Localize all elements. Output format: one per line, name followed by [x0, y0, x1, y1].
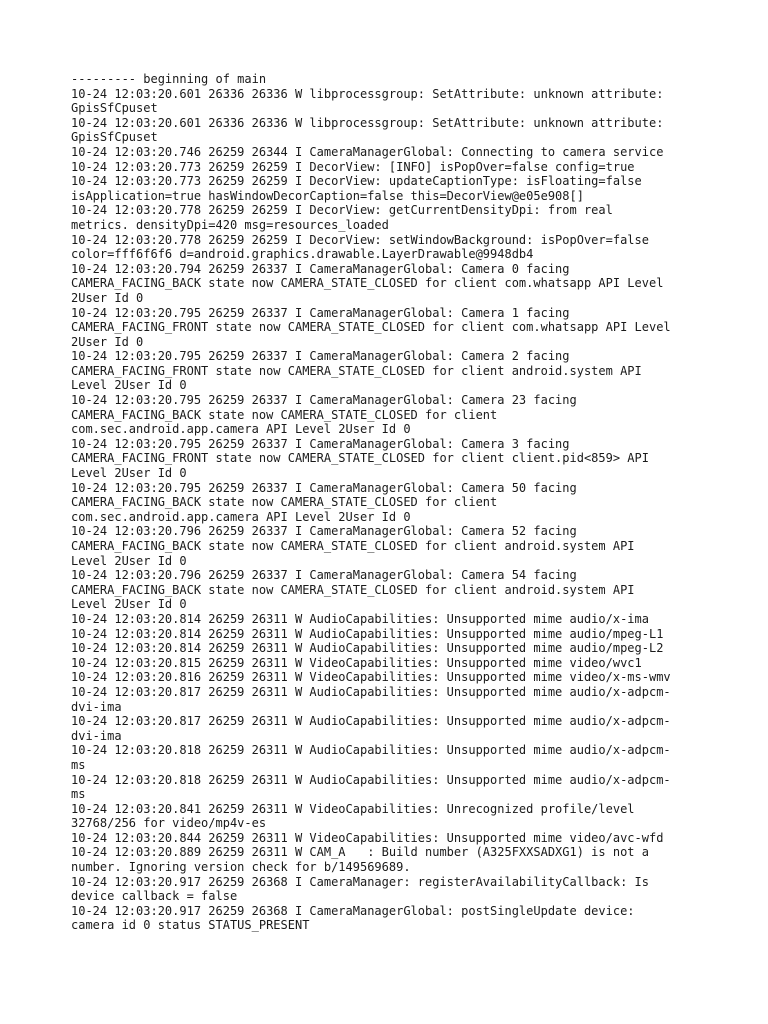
log-line: CAMERA_FACING_BACK state now CAMERA_STATE_CLOSED for client android.system API [71, 539, 635, 553]
log-line: CAMERA_FACING_FRONT state now CAMERA_STATE_CLOSED for client com.whatsapp API Level [71, 320, 671, 335]
log-line: 10-24 12:03:20.795 26259 26337 I CameraManagerGlobal: Camera 50 facing [71, 480, 577, 495]
log-text-block [71, 72, 711, 933]
log-line: 10-24 12:03:20.601 26336 26336 W libprocessgroup: SetAttribute: unknown attribute: [71, 115, 664, 130]
log-line: 10-24 12:03:20.794 26259 26337 I CameraManagerGlobal: Camera 0 facing [71, 261, 570, 276]
log-line: device callback = false [71, 889, 238, 904]
log-line: 2User Id 0 [71, 334, 144, 349]
log-line: 10-24 12:03:20.814 26259 26311 W AudioCapabilities: Unsupported mime audio/mpeg-L1 [71, 626, 664, 641]
log-line: camera id 0 status STATUS_PRESENT [71, 918, 310, 933]
log-line: dvi-ima [71, 699, 122, 714]
log-line: 32768/256 for video/mp4v-es [71, 816, 267, 831]
log-line: dvi-ima [71, 728, 122, 743]
log-line: Level 2User Id 0 [71, 466, 187, 481]
log-line: 10-24 12:03:20.773 26259 26259 I DecorView: [INFO] isPopOver=false config=true [71, 159, 635, 174]
log-line: --------- beginning of main [71, 72, 267, 86]
log-line: ms [71, 757, 86, 772]
log-line: 10-24 12:03:20.795 26259 26337 I CameraManagerGlobal: Camera 23 facing [71, 393, 577, 408]
log-line: com.sec.android.app.camera API Level 2User Id 0 [71, 509, 411, 524]
log-line: com.sec.android.app.camera API Level 2User Id 0 [71, 422, 411, 437]
log-line: Level 2User Id 0 [71, 597, 187, 612]
log-line: CAMERA_FACING_BACK state now CAMERA_STATE_CLOSED for client [71, 407, 498, 422]
log-line: 10-24 12:03:20.889 26259 26311 W CAM_A : Build number (A325FXXSADXG1) is not a [71, 845, 649, 860]
log-line: 10-24 12:03:20.814 26259 26311 W AudioCapabilities: Unsupported mime audio/x-ima [71, 611, 649, 626]
log-line: 10-24 12:03:20.816 26259 26311 W VideoCapabilities: Unsupported mime video/x-ms-wmv [71, 670, 671, 685]
log-line: 10-24 12:03:20.795 26259 26337 I CameraManagerGlobal: Camera 3 facing [71, 436, 570, 451]
log-line: 10-24 12:03:20.778 26259 26259 I DecorView: setWindowBackground: isPopOver=false [71, 232, 649, 247]
log-line: 10-24 12:03:20.746 26259 26344 I CameraManagerGlobal: Connecting to camera service [71, 144, 664, 159]
log-line: 10-24 12:03:20.917 26259 26368 I CameraManagerGlobal: postSingleUpdate device: [71, 903, 635, 918]
log-line: 10-24 12:03:20.917 26259 26368 I CameraManager: registerAvailabilityCallback: Is [71, 874, 649, 889]
log-line: Level 2User Id 0 [71, 378, 187, 393]
log-line: CAMERA_FACING_BACK state now CAMERA_STATE_CLOSED for client [71, 495, 498, 510]
log-line: 10-24 12:03:20.796 26259 26337 I CameraManagerGlobal: Camera 52 facing [71, 524, 577, 539]
log-line: GpisSfCpuset [71, 101, 158, 116]
log-line: GpisSfCpuset [71, 130, 158, 145]
log-line: 10-24 12:03:20.778 26259 26259 I DecorView: getCurrentDensityDpi: from real [71, 203, 613, 218]
log-line: 10-24 12:03:20.818 26259 26311 W AudioCapabilities: Unsupported mime audio/x-adpcm- [71, 772, 671, 787]
log-line: 10-24 12:03:20.773 26259 26259 I DecorView: updateCaptionType: isFloating=false [71, 174, 642, 189]
log-line: 10-24 12:03:20.601 26336 26336 W libprocessgroup: SetAttribute: unknown attribute: [71, 86, 664, 101]
log-line: number. Ignoring version check for b/149569689. [71, 860, 411, 875]
log-line: 10-24 12:03:20.818 26259 26311 W AudioCapabilities: Unsupported mime audio/x-adpcm- [71, 743, 671, 758]
log-line: 10-24 12:03:20.815 26259 26311 W VideoCapabilities: Unsupported mime video/wvc1 [71, 655, 642, 670]
log-line: isApplication=true hasWindowDecorCaption=false this=DecorView@e05e908[] [71, 188, 584, 203]
log-line: 10-24 12:03:20.841 26259 26311 W VideoCapabilities: Unrecognized profile/level [71, 801, 635, 816]
log-line: CAMERA_FACING_BACK state now CAMERA_STATE_CLOSED for client com.whatsapp API Level [71, 276, 664, 291]
log-line: metrics. densityDpi=420 msg=resources_loaded [71, 217, 389, 232]
log-line: CAMERA_FACING_FRONT state now CAMERA_STATE_CLOSED for client client.pid<859> API [71, 451, 649, 466]
log-line: 10-24 12:03:20.796 26259 26337 I CameraManagerGlobal: Camera 54 facing [71, 568, 577, 583]
log-line: 2User Id 0 [71, 290, 144, 305]
log-line: ms [71, 787, 86, 802]
log-line: color=fff6f6f6 d=android.graphics.drawable.LayerDrawable@9948db4 [71, 247, 534, 262]
log-line: 10-24 12:03:20.814 26259 26311 W AudioCapabilities: Unsupported mime audio/mpeg-L2 [71, 641, 664, 656]
log-line: 10-24 12:03:20.795 26259 26337 I CameraManagerGlobal: Camera 2 facing [71, 349, 570, 364]
log-line: 10-24 12:03:20.795 26259 26337 I CameraManagerGlobal: Camera 1 facing [71, 305, 570, 320]
log-line: CAMERA_FACING_FRONT state now CAMERA_STATE_CLOSED for client android.system API [71, 363, 642, 378]
log-line: Level 2User Id 0 [71, 553, 187, 568]
log-line: 10-24 12:03:20.817 26259 26311 W AudioCapabilities: Unsupported mime audio/x-adpcm- [71, 684, 671, 699]
log-line: 10-24 12:03:20.817 26259 26311 W AudioCapabilities: Unsupported mime audio/x-adpcm- [71, 714, 671, 729]
log-line: 10-24 12:03:20.844 26259 26311 W VideoCapabilities: Unsupported mime video/avc-wfd [71, 830, 664, 845]
log-line: CAMERA_FACING_BACK state now CAMERA_STATE_CLOSED for client android.system API [71, 582, 635, 597]
